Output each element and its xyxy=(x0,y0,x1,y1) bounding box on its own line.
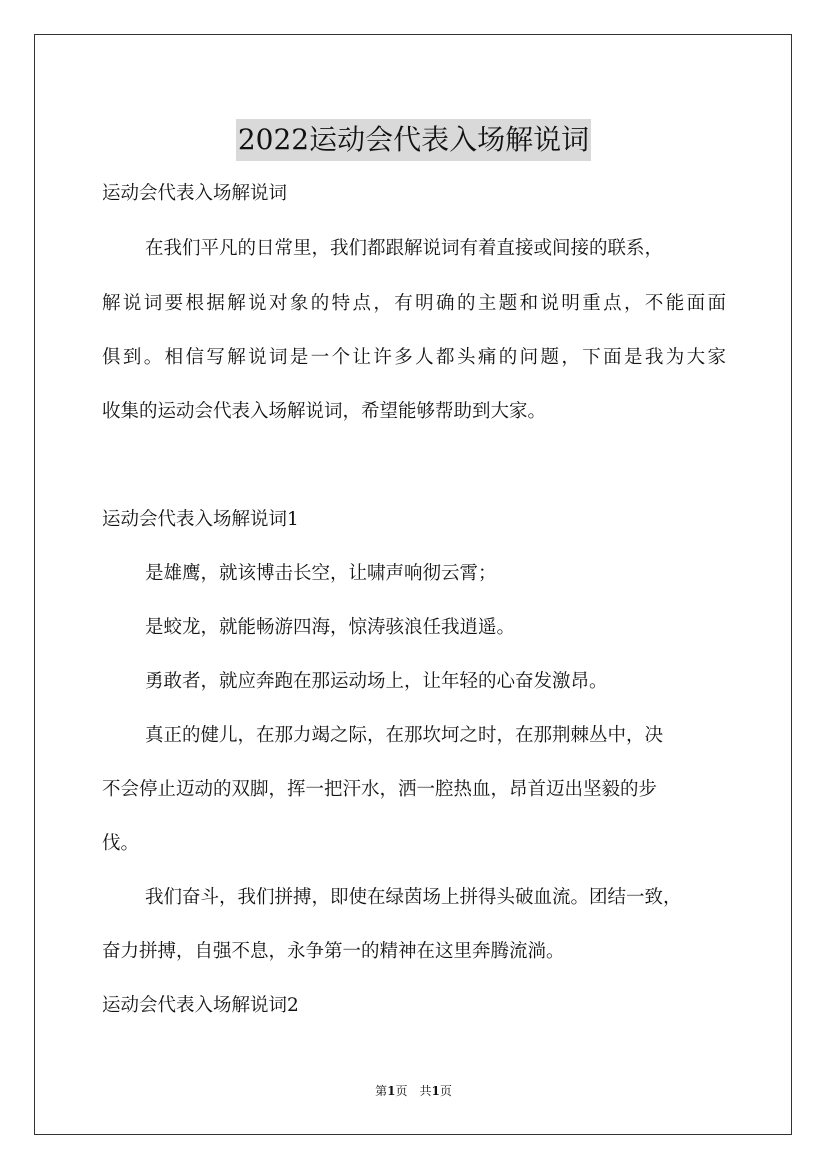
paragraph-line: 勇敢者，就应奔跑在那运动场上，让年轻的心奋发激昂。 xyxy=(145,671,608,692)
paragraph-line: 不会停止迈动的双脚，挥一把汗水，洒一腔热血，昂首迈出坚毅的步 xyxy=(102,779,658,800)
paragraph-line: 伐。 xyxy=(102,833,140,854)
footer-suffix: 页 xyxy=(439,1084,452,1098)
section-heading: 运动会代表入场解说词2 xyxy=(102,995,299,1016)
footer-current-page: 1 xyxy=(387,1084,396,1098)
section-heading: 运动会代表入场解说词1 xyxy=(102,509,299,530)
page-footer xyxy=(0,1083,827,1099)
footer-total-pages: 1 xyxy=(431,1084,440,1098)
paragraph-line: 是蛟龙，就能畅游四海，惊涛骇浪任我逍遥。 xyxy=(145,617,516,638)
paragraph-line: 真正的健儿，在那力竭之际，在那坎坷之时，在那荆棘丛中，决 xyxy=(145,725,664,746)
footer-prefix: 第 xyxy=(375,1084,388,1098)
paragraph-line: 是雄鹰，就该博击长空，让啸声响彻云霄； xyxy=(145,563,497,584)
intro-line: 收集的运动会代表入场解说词，希望能够帮助到大家。 xyxy=(102,401,547,422)
title-container xyxy=(0,100,827,180)
intro-line: 解说词要根据解说对象的特点，有明确的主题和说明重点，不能面面 xyxy=(102,293,726,314)
intro-line: 俱到。相信写解说词是一个让许多人都头痛的问题，下面是我为大家 xyxy=(102,347,726,368)
paragraph-line: 奋力拼搏，自强不息，永争第一的精神在这里奔腾流淌。 xyxy=(102,941,565,962)
subtitle: 运动会代表入场解说词 xyxy=(102,183,288,204)
paragraph-line: 我们奋斗，我们拼搏，即使在绿茵场上拼得头破血流。团结一致， xyxy=(145,887,682,908)
document-title: 2022运动会代表入场解说词 xyxy=(236,119,591,161)
footer-mid: 页 共 xyxy=(395,1084,432,1098)
intro-line: 在我们平凡的日常里，我们都跟解说词有着直接或间接的联系， xyxy=(145,238,664,259)
